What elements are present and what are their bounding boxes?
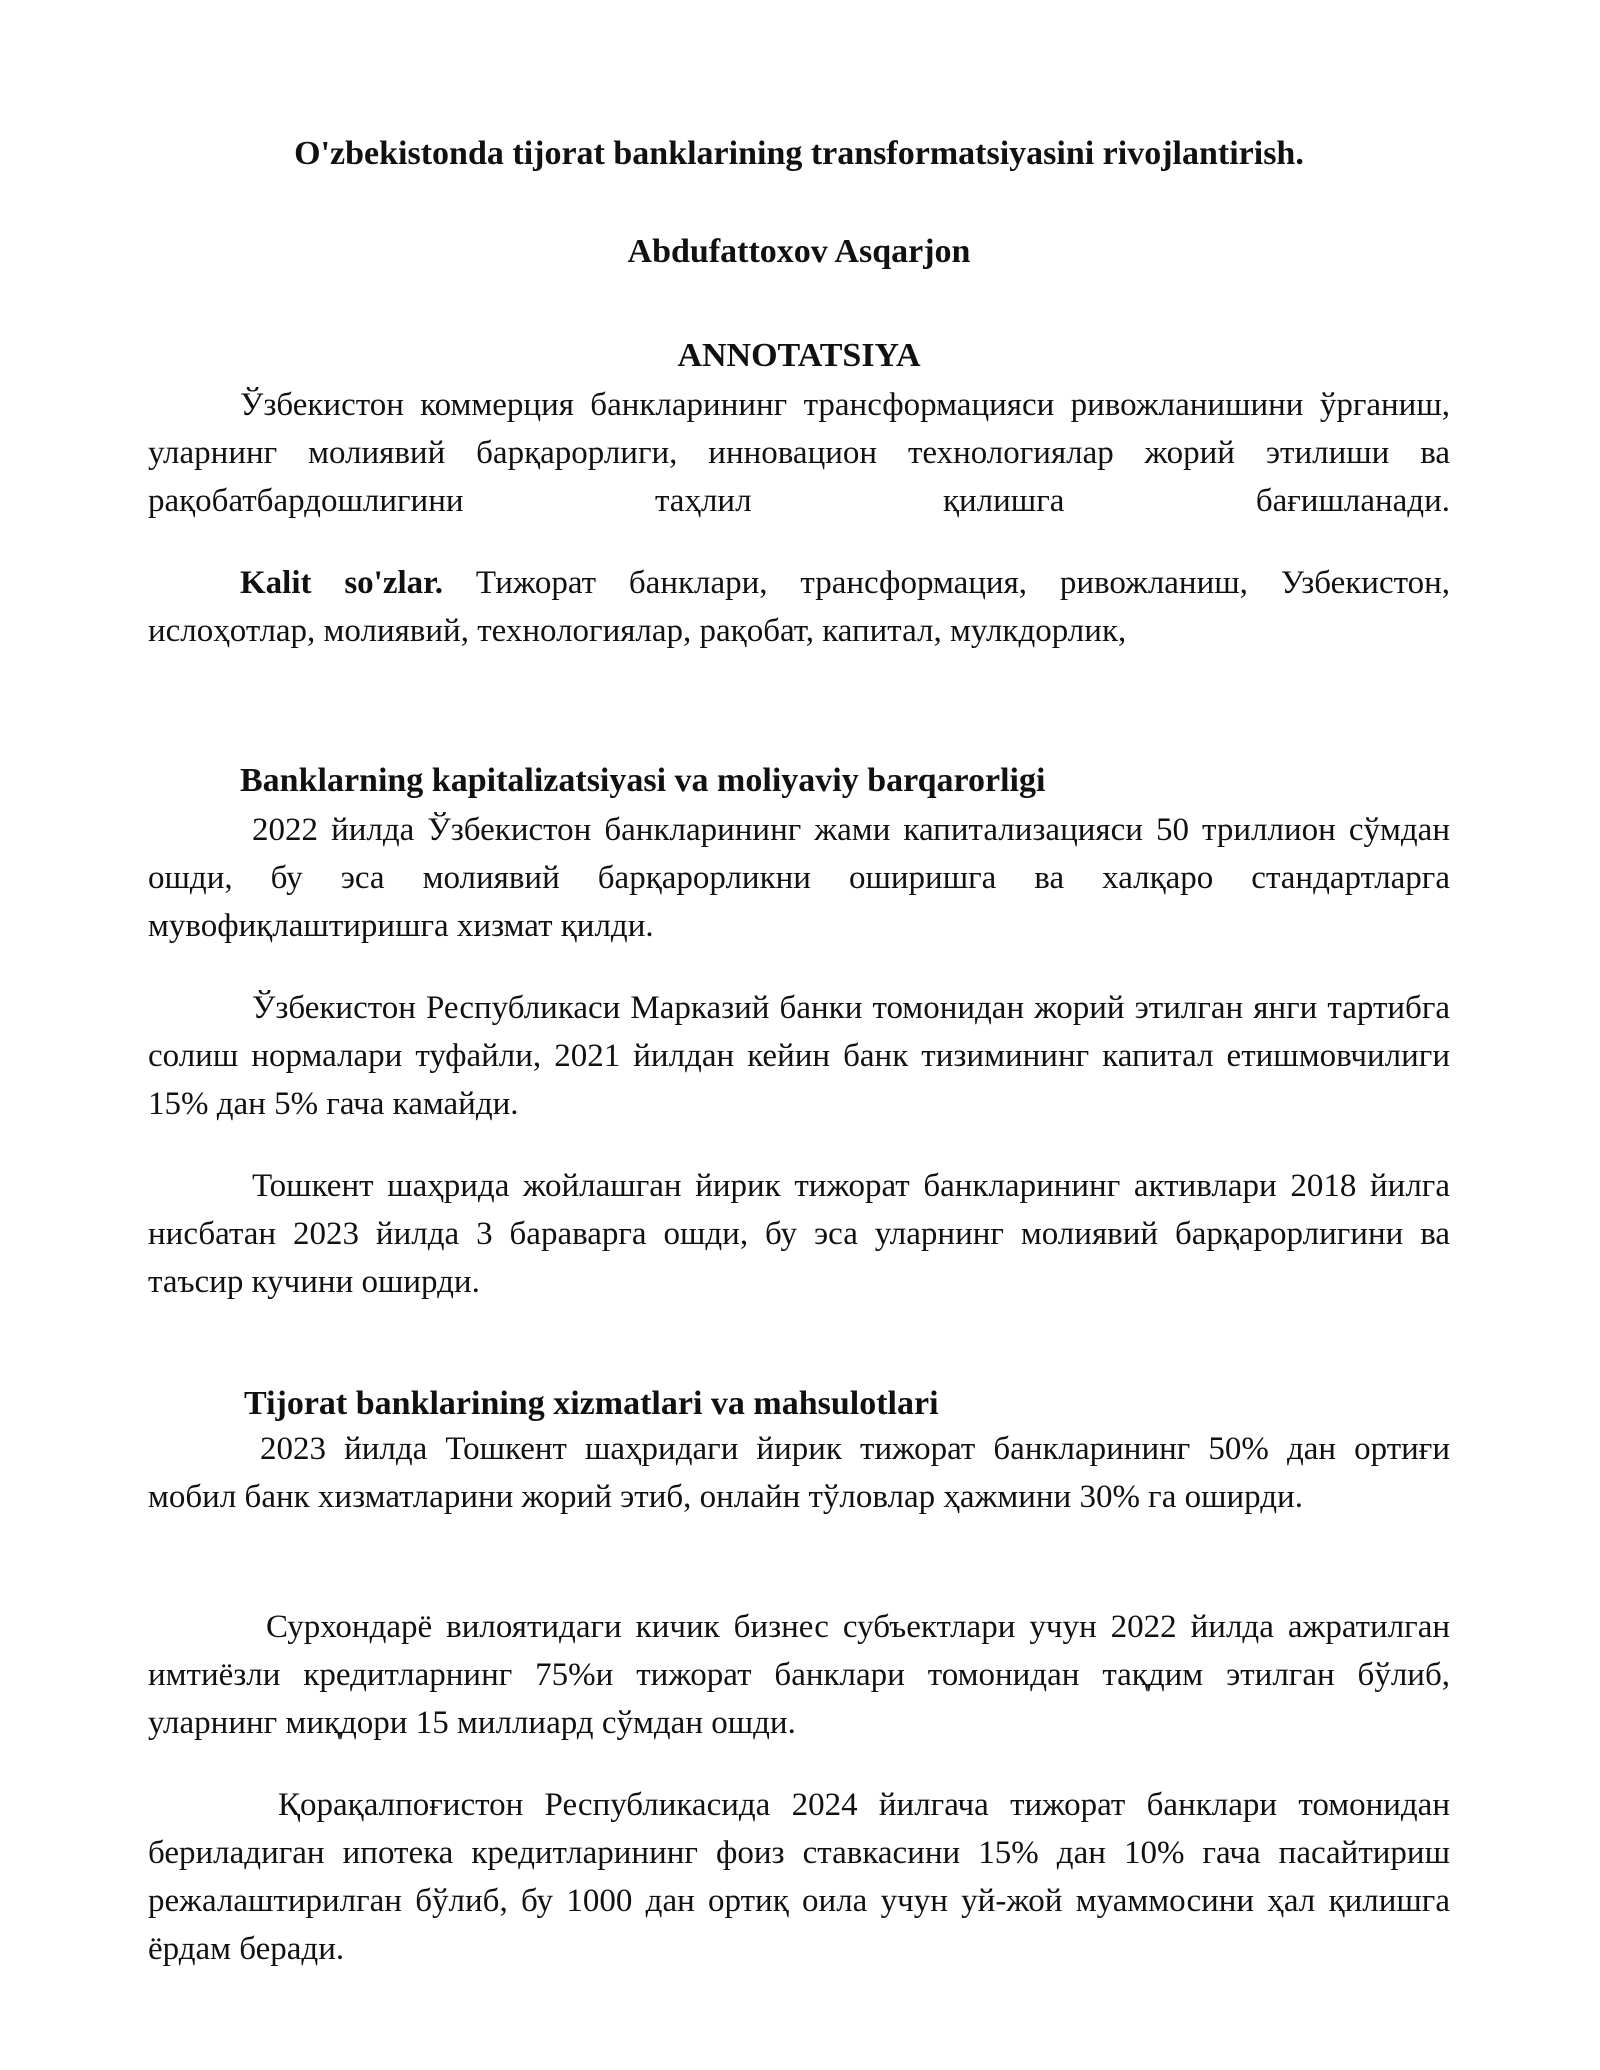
section-2-paragraph-3: Қорақалпоғистон Республикасида 2024 йилгача тижорат банклари томонидан бериладиган ипотека кредитларининг фоиз ставкасини 15% дан 10% гача пасайтириш режалаштирилган бўлиб, бу 1000 дан ортиқ оила учун уй-жой муаммосини ҳал қилишга ёрдам беради.: [148, 1787, 1450, 1967]
section-heading-capitalization: Banklarning kapitalizatsiyasi va moliyaviy barqarorligi: [240, 762, 1046, 799]
keywords-text: Тижорат банклари, трансформация, ривожланиш, Узбекистон, ислоҳотлар, молиявий, технологиялар, рақобат, капитал, мулкдорлик,: [148, 565, 1450, 649]
keywords-paragraph: [148, 559, 1450, 655]
annotation-heading: ANNOTATSIYA: [677, 337, 921, 374]
keywords-label: Kalit so'zlar.: [240, 565, 444, 601]
section-2-paragraph-1: 2023 йилда Тошкент шаҳридаги йирик тижорат банкларининг 50% дан ортиғи мобил банк хизматларини жорий этиб, онлайн тўловлар ҳажмини 30% га оширди.: [148, 1431, 1450, 1515]
section-2-paragraph-2: Сурхондарё вилоятидаги кичик бизнес субъектлари учун 2022 йилда ажратилган имтиёзли кредитларнинг 75%и тижорат банклари томонидан тақдим этилган бўлиб, уларнинг миқдори 15 миллиард сўмдан ошди.: [148, 1609, 1450, 1741]
annotation-text: Ўзбекистон коммерция банкларининг трансформацияси ривожланишини ўрганиш, уларнинг молиявий барқарорлиги, инновацион технологиялар жорий этилиши ва рақобатбардошлигини таҳлил қилишга бағишланади.: [148, 387, 1450, 519]
document-title: O'zbekistonda tijorat banklarining transformatsiyasini rivojlantirish.: [294, 135, 1304, 172]
section-1-paragraph-3: Тошкент шаҳрида жойлашган йирик тижорат банкларининг активлари 2018 йилга нисбатан 2023 йилда 3 бараварга ошди, бу эса уларнинг молиявий барқарорлигини ва таъсир кучини оширди.: [148, 1168, 1450, 1300]
author-name: Abdufattoxov Asqarjon: [627, 233, 971, 270]
section-1-paragraph-1: 2022 йилда Ўзбекистон банкларининг жами капитализацияси 50 триллион сўмдан ошди, бу эса молиявий барқарорликни оширишга ва халқаро стандартларга мувофиқлаштиришга хизмат қилди.: [148, 812, 1450, 944]
section-heading-services: Tijorat banklarining xizmatlari va mahsulotlari: [244, 1385, 939, 1422]
section-1-paragraph-2: Ўзбекистон Республикаси Марказий банки томонидан жорий этилган янги тартибга солиш нормалари туфайли, 2021 йилдан кейин банк тизимининг капитал етишмовчилиги 15% дан 5% гача камайди.: [148, 990, 1450, 1122]
